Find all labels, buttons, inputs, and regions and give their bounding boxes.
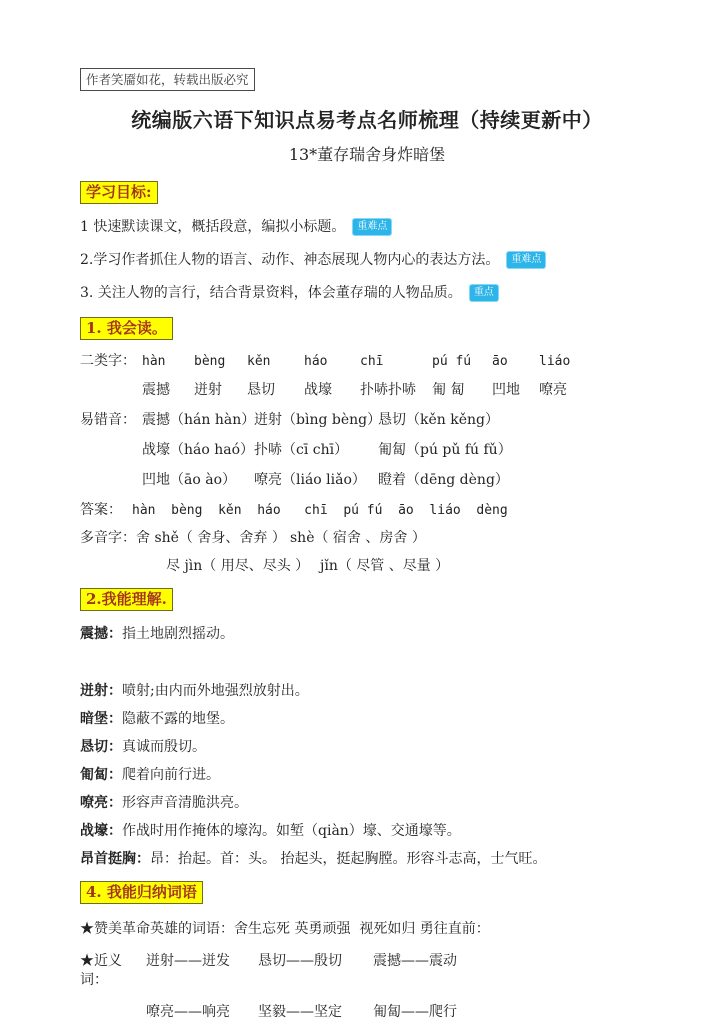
doc-title: 统编版六语下知识点易考点名师梳理（持续更新中） [131,108,603,132]
yicuoyin-item: 恳切（kěn kěng） [378,412,499,428]
reading-heading: 1. 我会读。 [80,317,173,340]
definition-term: 迸射： [80,683,122,699]
goal-item [80,250,654,270]
importance-badge: 重难点 [352,218,392,236]
indent-spacer [80,441,142,460]
pinyin-entry: pú fú [432,354,472,369]
duoyinzi-row [80,529,654,548]
synonym-pair: 迸射——迸发 [146,953,230,969]
definition-line [80,850,654,869]
importance-badge: 重难点 [506,251,546,269]
definition-line [80,625,654,644]
pinyin-entry: āo [492,354,508,369]
praise-words-line: ★赞美革命英雄的词语：舍生忘死 英勇顽强 视死如归 勇往直前： [80,921,490,937]
indent-spacer [80,1003,146,1022]
synonym-pair: 坚毅——坚定 [258,1004,342,1020]
goal-text: 2.学习作者抓住人物的语言、动作、神态展现人物内心的表达方法。 [80,252,500,268]
indent-spacer [80,557,166,576]
definition-line [80,682,654,701]
definition-line [80,766,654,785]
word-column [194,352,247,400]
definition-text: 真诚而殷切。 [122,739,206,755]
yicuoyin-item: 震撼（hán hàn） [142,412,256,428]
erleizi-columns [142,352,589,400]
yicuoyin-item: 战壕（háo haó） [142,442,255,458]
yicuoyin-row [80,411,654,430]
importance-badge: 重点 [469,284,499,302]
word-entry: 震撼 [142,382,170,398]
understanding-heading: 2.我能理解. [80,588,173,611]
answer-pinyin: hàn bèng kěn háo chī pú fú āo liáo dèng [132,503,508,518]
erleizi-table [80,352,654,400]
pinyin-entry: bèng [194,354,226,369]
word-entry: 恳切 [247,382,275,398]
duoyinzi-entry: 舍 shě（ 舍身、舍弃 ） [136,530,286,546]
definition-text: 隐蔽不露的地堡。 [122,711,234,727]
pinyin-entry: kěn [247,354,271,369]
definition-text: 昂：抬起。首：头。 抬起头，挺起胸膛。形容斗志高，士气旺。 [150,851,547,867]
yicuoyin-item: 迸射（bìng bèng） [254,412,382,428]
word-column [539,352,589,400]
definition-term: 嘹亮： [80,795,122,811]
answer-label: 答案： [80,502,122,518]
definition-term: 暗堡： [80,711,122,727]
synonyms-label: ★近义词： [80,953,122,988]
definition-term: 匍匐： [80,767,122,783]
section-reading [80,317,654,576]
definition-term: 震撼： [80,626,122,642]
word-entry: 扑哧扑哧 [360,382,416,398]
word-column [142,352,194,400]
author-watermark: 作者笑靥如花，转载出版必究 [80,68,255,91]
yicuoyin-row [80,471,654,490]
definition-line [80,794,654,813]
word-column [360,352,432,400]
yicuoyin-row [80,441,654,460]
indent-spacer [80,471,142,490]
definition-text: 指土地剧烈摇动。 [122,626,234,642]
pinyin-entry: liáo [539,354,571,369]
definition-text: 喷射;由内而外地强烈放射出。 [122,683,309,699]
yicuoyin-item: 扑哧（cī chī） [254,442,349,458]
definition-text: 形容声音清脆洪亮。 [122,795,248,811]
duoyinzi-entry: shè（ 宿舍 、房舍 ） [290,530,426,546]
goal-item [80,283,654,303]
duoyinzi-entry: jǐn（ 尽管 、尽量 ） [320,558,450,574]
duoyinzi-row [80,557,654,576]
definition-term: 恳切： [80,739,122,755]
goal-text: 3. 关注人物的言行，结合背景资料，体会董存瑞的人物品质。 [80,285,462,301]
vocab-heading: 4. 我能归纳词语 [80,881,203,904]
section-goals [80,181,654,303]
word-entry: 嘹亮 [539,382,567,398]
definition-term: 战壕： [80,823,122,839]
definition-line [80,710,654,729]
word-entry: 凹地 [492,382,520,398]
definition-term: 昂首挺胸： [80,851,150,867]
erleizi-label: 二类字： [80,353,136,369]
yicuoyin-item: 嘹亮（liáo liǎo） [254,472,366,488]
pinyin-entry: chī [360,354,384,369]
duoyinzi-label: 多音字： [80,530,136,546]
goal-text: 1 快速默读课文，概括段意，编拟小标题。 [80,219,346,235]
word-entry: 匍 匐 [432,382,465,398]
word-column [432,352,492,400]
lesson-title: 13*董存瑞舍身炸暗堡 [288,145,446,164]
definition-text: 爬着向前行进。 [122,767,220,783]
synonym-pair: 匍匐——爬行 [373,1004,457,1020]
section-vocabulary [80,881,654,1022]
synonym-pair: 恳切——殷切 [258,953,342,969]
word-entry: 迸射 [194,382,222,398]
word-entry: 战壕 [304,382,332,398]
pinyin-entry: háo [304,354,328,369]
synonym-pair: 震撼——震动 [373,953,457,969]
section-understanding [80,588,654,869]
duoyinzi-entry: 尽 jìn（ 用尽、尽头 ） [166,558,310,574]
definition-line [80,822,654,841]
answer-row [80,501,654,520]
pinyin-entry: hàn [142,354,166,369]
definition-line [80,738,654,757]
synonym-pair: 嘹亮——响亮 [146,1004,230,1020]
goals-heading: 学习目标: [80,181,158,204]
synonyms-row [80,952,654,990]
yicuoyin-item: 凹地（āo ào） [142,472,237,488]
definition-text: 作战时用作掩体的壕沟。如堑（qiàn）壕、交通壕等。 [122,823,461,839]
synonyms-row [80,1003,654,1022]
yicuoyin-label: 易错音： [80,412,136,428]
word-column [304,352,360,400]
yicuoyin-item: 瞪着（dēng dèng） [378,472,509,488]
word-column [247,352,304,400]
goal-item [80,217,654,237]
yicuoyin-item: 匍匐（pú pǔ fú fǔ） [378,442,512,458]
word-column [492,352,539,400]
